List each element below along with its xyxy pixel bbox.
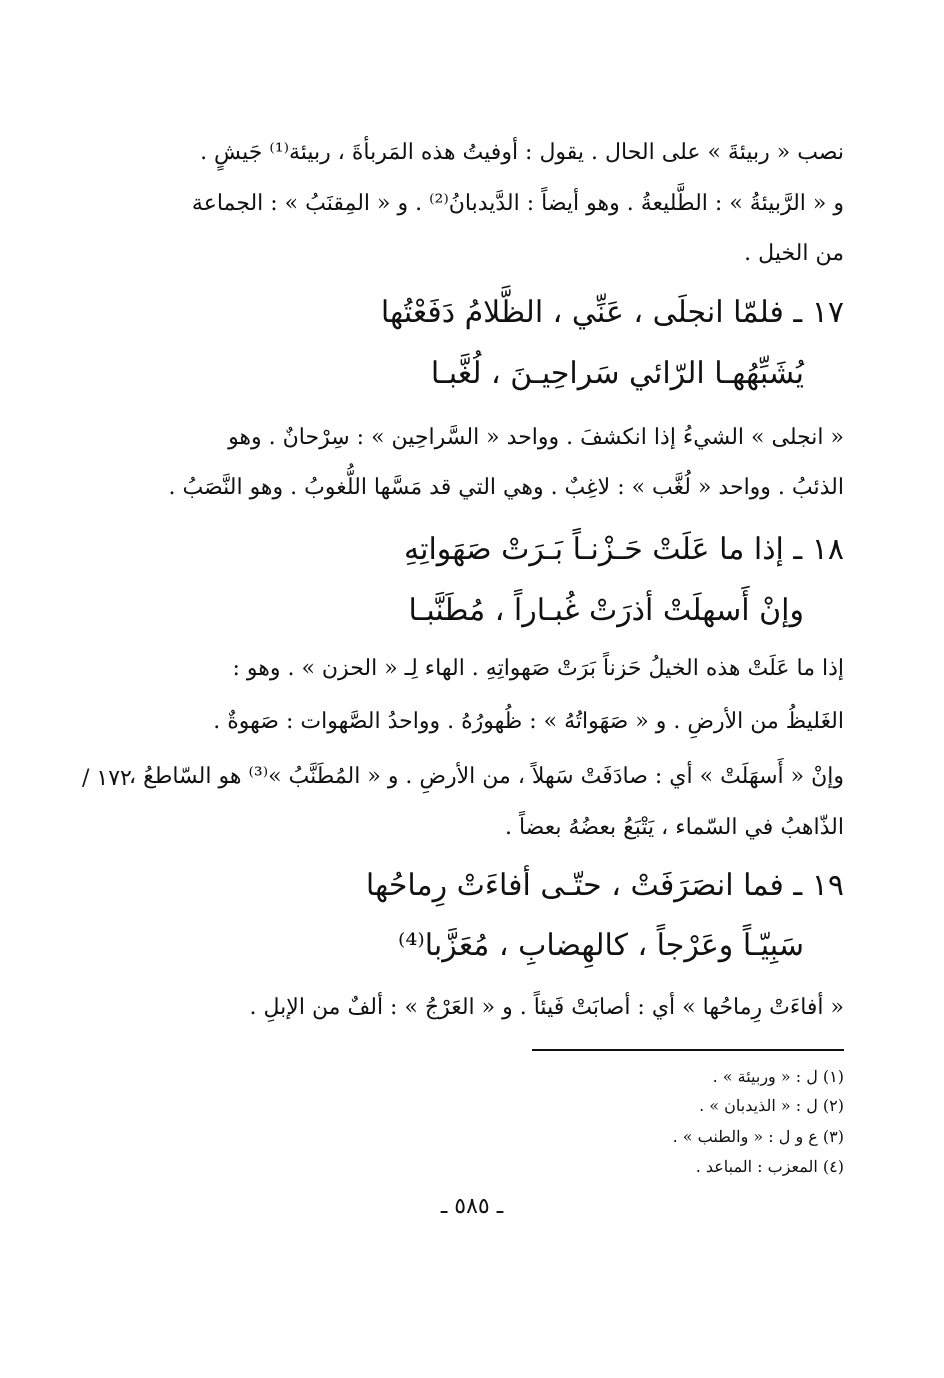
footnote: (٣) ع و ل : « والطنب » . <box>672 1127 844 1146</box>
page-number: ـ ٥٨٥ ـ <box>440 1194 504 1219</box>
commentary-line: و « الرَّبيئةُ » : الطَّليعةُ . وهو أيضاً : الدَّيدبانُ⁽²⁾ . و « المِقنَبُ » : الجماعة <box>191 191 844 216</box>
commentary-line: نصب « ربيئةَ » على الحال . يقول : أوفيتُ هذه المَربأةَ ، ربيئة⁽¹⁾ جَيشٍ . <box>200 140 844 165</box>
commentary-line: إذا ما عَلَتْ هذه الخيلُ حَزناً بَرَتْ صَهواتِهِ . الهاء لِـ « الحزن » . وهو : <box>232 656 844 681</box>
verse-17-second-hemistich: يُشَبِّهُهـا الرّائي سَراحِيـنَ ، لُغَّبـا <box>430 356 804 391</box>
commentary-line: « انجلى » الشيءُ إذا انكشفَ . وواحد « السَّراحِين » : سِرْحانٌ . وهو <box>228 425 844 450</box>
margin-page-reference: ١٧٢ / <box>82 766 132 791</box>
verse-19-first-hemistich: ١٩ ـ فما انصَرَفَتْ ، حتّـى أفاءَتْ رِماحُها <box>365 868 844 903</box>
footnote: (٤) المعزب : المباعد . <box>695 1157 844 1176</box>
commentary-line: من الخيل . <box>744 241 844 266</box>
commentary-line: الغَليظُ من الأرضِ . و « صَهَواتُهُ » : ظُهورُهُ . وواحدُ الصَّهوات : صَهوةٌ . <box>213 709 844 734</box>
verse-18-second-hemistich: وإنْ أَسهلَتْ أذرَتْ غُبـاراً ، مُطَنَّبـا <box>408 593 804 628</box>
footnote-divider <box>532 1049 844 1051</box>
verse-17-first-hemistich: ١٧ ـ فلمّا انجلَى ، عَنِّي ، الظَّلامُ دَفَعْتُها <box>380 295 844 330</box>
commentary-line: « أفاءَتْ رِماحُها » أي : أصابَتْ فَيئاً . و « العَرْجُ » : ألفٌ من الإبلِ . <box>249 995 844 1020</box>
verse-19-second-hemistich: سَبِيّـاً وعَرْجاً ، كالهِضابِ ، مُعَزَّبا⁽⁴⁾ <box>398 928 804 963</box>
commentary-line: الذّاهبُ في السّماء ، يَتْبَعُ بعضُهُ بعضاً . <box>504 815 844 840</box>
commentary-line: الذئبُ . وواحد « لُغَّب » : لاغِبٌ . وهي التي قد مَسَّها اللُّغوبُ . وهو النَّصَبُ . <box>168 475 844 500</box>
footnote: (٢) ل : « الذيدبان » . <box>699 1096 844 1115</box>
footnote: (١) ل : « وربيئة » . <box>712 1067 844 1086</box>
commentary-line: وإنْ « أَسهَلَتْ » أي : صادَفَتْ سَهلاً ، من الأرضِ . و « المُطَنَّبُ »⁽³⁾ هو السّاطعُ ، <box>129 764 844 789</box>
verse-18-first-hemistich: ١٨ ـ إذا ما عَلَتْ حَـزْنـاً بَـرَتْ صَهَواتِهِ <box>404 532 844 567</box>
